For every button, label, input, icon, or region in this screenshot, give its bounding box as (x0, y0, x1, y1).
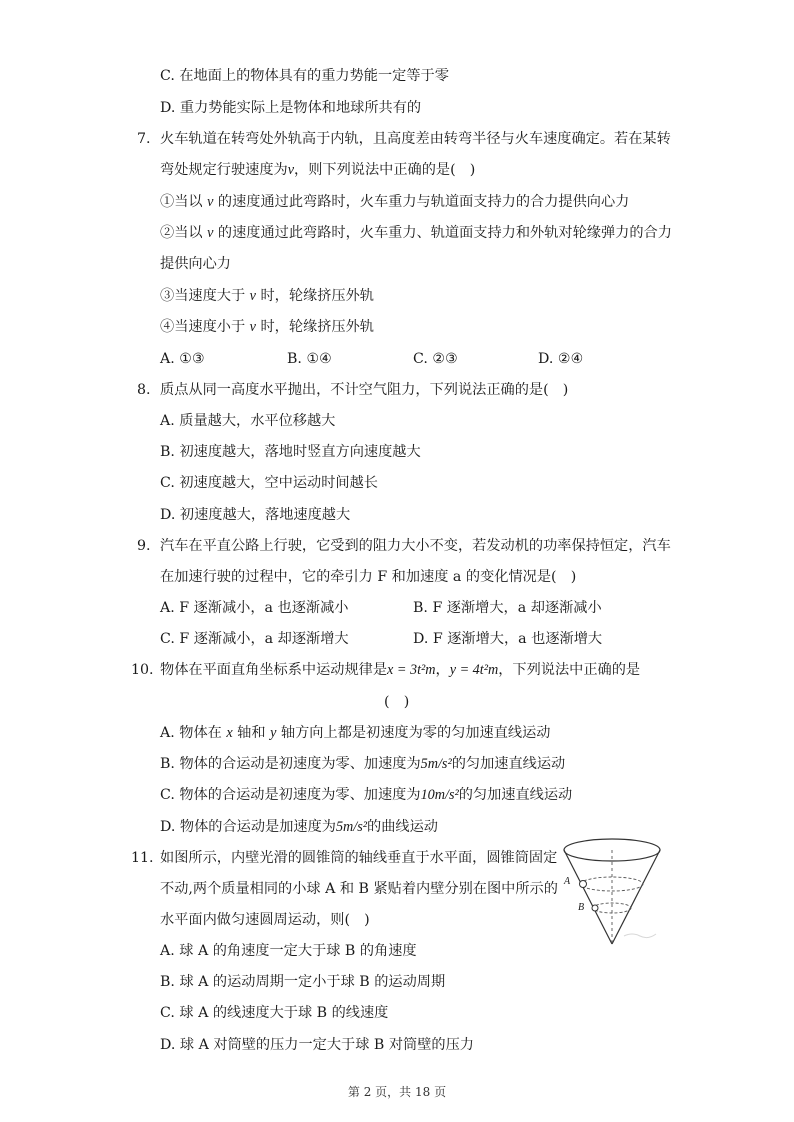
q10-equation-y: y = 4t²m (449, 662, 499, 678)
q10-c-text2: 的匀加速直线运动 (458, 787, 573, 803)
q7-s4-text2: 时，轮缘挤压外轨 (260, 319, 374, 335)
q10-option-d (160, 817, 438, 837)
q9-stem-line2: 在加速行驶的过程中，它的牵引力 F 和加速度 a 的变化情况是( ) (160, 569, 577, 585)
cone-figure (552, 832, 670, 950)
q8-option-b: B. 初速度越大，落地时竖直方向速度越大 (160, 444, 421, 460)
q7-s3-var: v (249, 288, 256, 304)
q9-option-d: D. F 逐渐增大，a 也逐渐增大 (413, 631, 603, 647)
q11-option-a: A. 球 A 的角速度一定大于球 B 的角速度 (160, 943, 417, 959)
q10-equation-x: x = 3t²m (387, 662, 436, 678)
q10-b-value: 5m/s² (420, 756, 452, 772)
q6-option-c: C. 在地面上的物体具有的重力势能一定等于零 (160, 68, 449, 84)
q10-a-text: A. 物体在 (160, 725, 222, 741)
q7-stem-text: 弯处规定行驶速度为 (160, 162, 288, 178)
q7-stem-var: v (287, 162, 295, 178)
q7-s2-var: v (207, 225, 214, 241)
q11-option-b: B. 球 A 的运动周期一定小于球 B 的运动周期 (160, 974, 446, 990)
q7-s1-text2: 的速度通过此弯路时，火车重力与轨道面支持力的合力提供向心力 (217, 194, 630, 210)
q10-c-value: 10m/s² (420, 787, 459, 803)
q7-statement-2-cont: 提供向心力 (160, 256, 231, 272)
q7-s3-text2: 时，轮缘挤压外轨 (260, 288, 374, 304)
q7-option-d: D. ②④ (538, 351, 584, 367)
q9-option-a: A. F 逐渐减小，a 也逐渐减小 (160, 600, 349, 616)
q10-stem (160, 660, 640, 680)
q8-number: 8. (137, 382, 151, 398)
q7-s4-text: ④当速度小于 (160, 319, 246, 335)
q9-stem-line1: 汽车在平直公路上行驶，它受到的阻力大小不变，若发动机的功率保持恒定，汽车 (160, 538, 671, 554)
q8-stem: 质点从同一高度水平抛出，不计空气阻力，下列说法正确的是( ) (160, 382, 569, 398)
q7-s4-var: v (249, 319, 256, 335)
q7-statement-4 (160, 317, 374, 337)
q7-option-b: B. ①④ (287, 351, 332, 367)
q7-s2-text: ②当以 (160, 225, 203, 241)
q7-statement-1 (160, 192, 629, 212)
q8-option-a: A. 质量越大，水平位移越大 (160, 413, 336, 429)
q10-option-b (160, 754, 565, 774)
q11-stem-line1: 如图所示，内壁光滑的圆锥筒的轴线垂直于水平面，圆锥筒固定 (160, 850, 558, 866)
q10-answer-paren: ( ) (384, 694, 410, 710)
q11-stem-line2: 不动,两个质量相同的小球 A 和 B 紧贴着内壁分别在图中所示的 (160, 881, 558, 897)
q7-stem-text2: ，则下列说法中正确的是( ) (294, 162, 476, 178)
q10-d-text: D. 物体的合运动是加速度为 (160, 819, 336, 835)
q10-option-c (160, 785, 572, 805)
q10-number: 10. (131, 662, 154, 678)
q7-number: 7. (137, 131, 151, 147)
q9-option-b: B. F 逐渐增大，a 却逐渐减小 (413, 600, 602, 616)
q10-option-a (160, 723, 550, 743)
q8-option-c: C. 初速度越大，空中运动时间越长 (160, 475, 378, 491)
q10-d-value: 5m/s² (335, 819, 368, 835)
q10-a-var-y: y (270, 725, 277, 741)
cone-diagram (552, 832, 670, 950)
q9-option-c: C. F 逐渐减小，a 却逐渐增大 (160, 631, 349, 647)
q11-number: 11. (131, 850, 154, 866)
q10-a-text3: 轴方向上都是初速度为零的匀加速直线运动 (280, 725, 551, 741)
q10-a-text2: 轴和 (237, 725, 266, 741)
q10-c-text: C. 物体的合运动是初速度为零、加速度为 (160, 787, 421, 803)
q10-stem-text: 物体在平面直角坐标系中运动规律是 (160, 662, 388, 678)
cone-label-b: B (578, 902, 585, 913)
q7-stem-line2 (160, 160, 475, 180)
q10-b-text2: 的匀加速直线运动 (451, 756, 566, 772)
q10-b-text: B. 物体的合运动是初速度为零、加速度为 (160, 756, 421, 772)
q7-stem-line1: 火车轨道在转弯处外轨高于内轨，且高度差由转弯半径与火车速度确定。若在某转 (160, 131, 671, 147)
q10-a-var-x: x (226, 725, 233, 741)
q7-s1-text: ①当以 (160, 194, 203, 210)
q7-s3-text: ③当速度大于 (160, 288, 246, 304)
q11-option-d: D. 球 A 对筒壁的压力一定大于球 B 对筒壁的压力 (160, 1037, 474, 1053)
q9-number: 9. (137, 538, 151, 554)
q7-s1-var: v (207, 194, 214, 210)
q10-stem-text2: ，下列说法中正确的是 (498, 662, 641, 678)
q8-option-d: D. 初速度越大，落地速度越大 (160, 507, 351, 523)
q11-option-c: C. 球 A 的线速度大于球 B 的线速度 (160, 1005, 389, 1021)
q10-d-text2: 的曲线运动 (367, 819, 438, 835)
q11-stem-line3: 水平面内做匀速圆周运动，则( ) (160, 912, 370, 928)
q6-option-d: D. 重力势能实际上是物体和地球所共有的 (160, 100, 422, 116)
page-footer: 第 2 页，共 18 页 (347, 1085, 447, 1099)
cone-label-a: A (564, 876, 571, 887)
q7-option-a: A. ①③ (160, 351, 205, 367)
q7-statement-3 (160, 286, 374, 306)
q7-s2-text2: 的速度通过此弯路时，火车重力、轨道面支持力和外轨对轮缘弹力的合力 (217, 225, 672, 241)
q7-statement-2 (160, 223, 672, 243)
q10-separator: ， (435, 662, 450, 678)
q7-option-c: C. ②③ (413, 351, 458, 367)
